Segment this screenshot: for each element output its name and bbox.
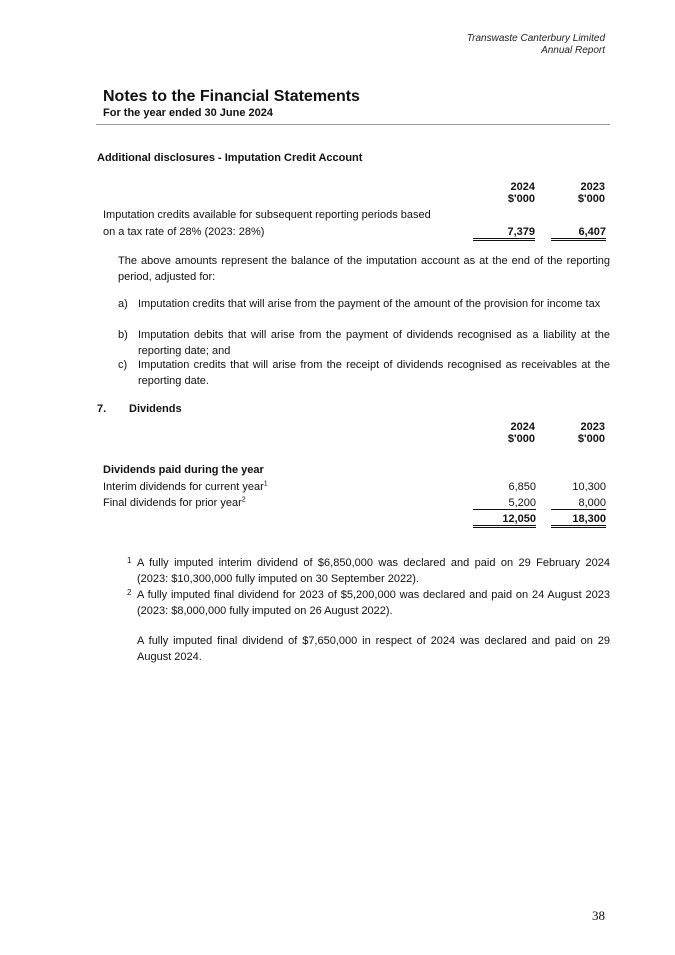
imputation-row-label-line2: on a tax rate of 28% (2023: 28%)	[103, 226, 265, 238]
closing-note: A fully imputed final dividend of $7,650,000 in respect of 2024 was declared and paid on 29 August 2024.	[137, 635, 610, 663]
footnote-ref: 2	[241, 496, 246, 504]
footnote-marker: 1	[127, 556, 132, 565]
imputation-column-header-2024	[455, 181, 535, 205]
dividend-value-2024: 6,850	[508, 481, 536, 493]
footnote	[127, 587, 610, 619]
footnote-text: A fully imputed interim dividend of $6,850,000 was declared and paid on 29 February 2024 (2023: $10,300,000 fully imputed on 30 September 2022).	[137, 557, 610, 585]
value-text: 7,379	[473, 226, 535, 241]
imputation-value-2023	[551, 226, 606, 241]
footnote	[127, 555, 610, 587]
column-unit: $'000	[577, 193, 605, 205]
imputation-column-header-2023	[525, 181, 605, 205]
dividend-value-2023	[551, 497, 606, 510]
column-year: 2023	[580, 421, 605, 433]
list-item	[118, 327, 610, 359]
dividend-row-label	[103, 481, 268, 493]
title-divider	[96, 124, 610, 125]
dividends-section-title	[97, 403, 182, 415]
section-number: 7.	[97, 403, 107, 415]
dividends-column-header-2023	[525, 421, 605, 445]
list-marker: b)	[118, 329, 128, 341]
column-year: 2024	[510, 421, 535, 433]
dividends-subheading: Dividends paid during the year	[103, 464, 264, 476]
footnote-marker: 2	[127, 588, 132, 597]
value-text: 12,050	[473, 513, 536, 528]
value-text: 18,300	[551, 513, 606, 528]
value-text: 5,200	[473, 497, 536, 510]
imputation-section-title: Additional disclosures - Imputation Credit Account	[97, 152, 363, 164]
value-text: 8,000	[551, 497, 606, 510]
running-header	[467, 33, 605, 57]
column-unit: $'000	[507, 193, 535, 205]
dividend-total-2023	[551, 513, 606, 528]
list-marker: a)	[118, 298, 128, 310]
list-text: Imputation credits that will arise from the receipt of dividends recognised as receivables at the reporting date.	[138, 359, 610, 387]
column-year: 2023	[580, 181, 605, 193]
dividends-column-header-2024	[455, 421, 535, 445]
list-item	[118, 357, 610, 389]
list-item	[118, 296, 610, 312]
list-marker: c)	[118, 359, 128, 371]
imputation-intro: The above amounts represent the balance of the imputation account as at the end of the reporting period, adjusted for:	[118, 255, 610, 283]
dividend-row-label	[103, 497, 246, 509]
row-label-text: Interim dividends for current year	[103, 481, 264, 493]
value-text: 6,407	[551, 226, 606, 241]
dividend-total-2024	[473, 513, 536, 528]
dividend-value-2024	[473, 497, 536, 510]
dividend-value-2023: 10,300	[572, 481, 606, 493]
footnote-ref: 1	[263, 480, 268, 488]
column-year: 2024	[510, 181, 535, 193]
footnote-text: A fully imputed final dividend for 2023 of $5,200,000 was declared and paid on 24 August 2023 (2023: $8,000,000 fully imputed on 26 August 2022).	[137, 589, 610, 617]
column-unit: $'000	[577, 433, 605, 445]
list-text: Imputation debits that will arise from the payment of dividends recognised as a liability at the reporting date; and	[138, 329, 610, 357]
imputation-row-label-line1: Imputation credits available for subsequent reporting periods based	[103, 209, 431, 221]
imputation-value-2024	[473, 226, 535, 241]
header-company: Transwaste Canterbury Limited	[466, 33, 605, 44]
page-title: Notes to the Financial Statements	[103, 88, 360, 105]
header-report: Annual Report	[541, 45, 605, 56]
column-unit: $'000	[507, 433, 535, 445]
list-text: Imputation credits that will arise from the payment of the amount of the provision for income tax	[138, 298, 601, 310]
page-number: 38	[592, 908, 605, 923]
page-subtitle: For the year ended 30 June 2024	[103, 107, 273, 119]
section-name: Dividends	[129, 403, 182, 415]
row-label-text: Final dividends for prior year	[103, 497, 242, 509]
